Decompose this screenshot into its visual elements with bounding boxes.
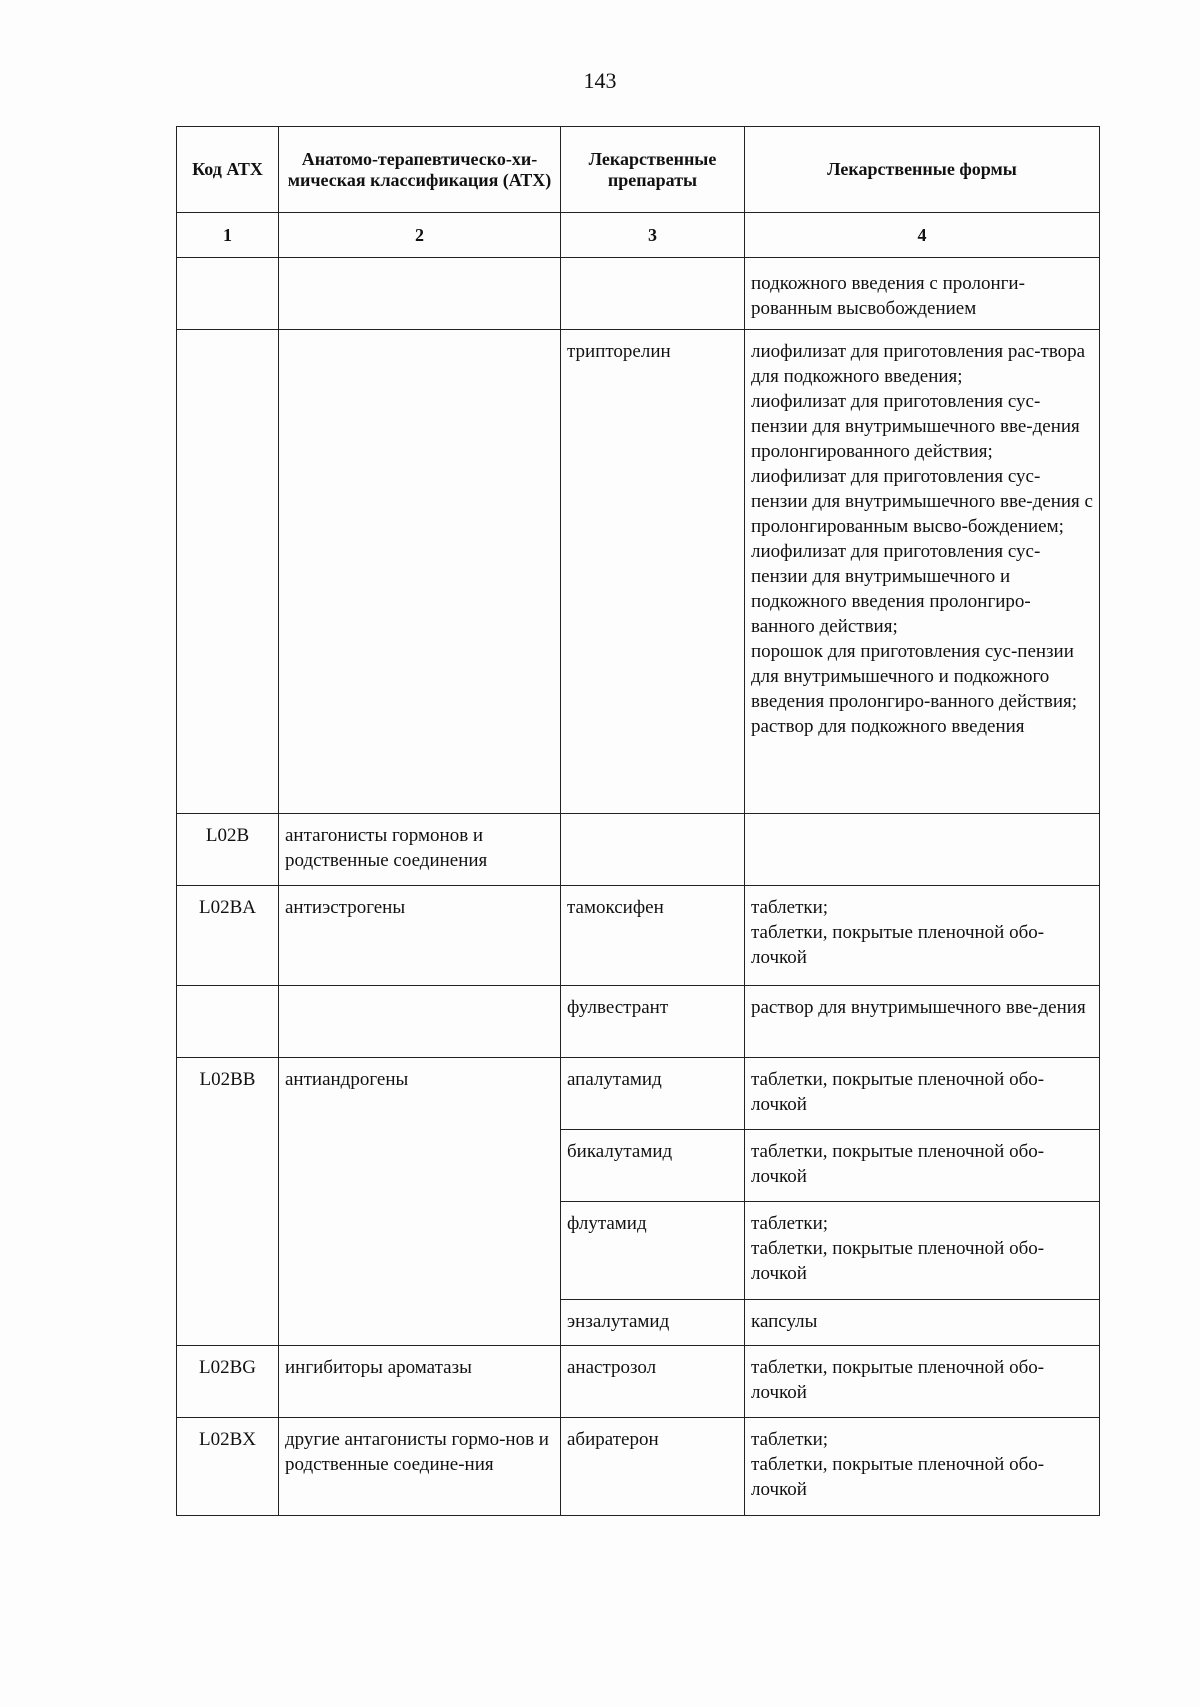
dosage-forms-cell <box>745 1346 1100 1418</box>
header-row <box>177 127 1100 213</box>
dosage-forms-cell <box>745 1300 1100 1346</box>
header-drugs: Лекарственные препараты <box>561 127 745 213</box>
dosage-forms-cell <box>745 1130 1100 1202</box>
dosage-form: лиофилизат для приготовления сус-пензии для внутримышечного и подкожного введения пролонгиро-ванного действия; <box>751 541 1041 637</box>
dosage-form: таблетки, покрытые пленочной обо-лочкой <box>751 1069 1045 1115</box>
dosage-forms-cell <box>745 1202 1100 1300</box>
column-number: 4 <box>745 213 1100 258</box>
drug-cell: бикалутамид <box>561 1130 745 1202</box>
dosage-form: подкожного введения с пролонги-рованным высвобождением <box>751 273 1025 319</box>
dosage-form: лиофилизат для приготовления рас-твора для подкожного введения; <box>751 341 1086 387</box>
dosage-form: лиофилизат для приготовления сус-пензии для внутримышечного вве-дения пролонгированного действия; <box>751 391 1080 462</box>
classification-cell <box>279 986 561 1058</box>
classification-cell <box>279 330 561 814</box>
table-row <box>177 986 1100 1058</box>
classification-cell <box>279 258 561 330</box>
drug-cell: тамоксифен <box>561 886 745 986</box>
dosage-forms-cell <box>745 1418 1100 1516</box>
table-row <box>177 814 1100 886</box>
dosage-form: таблетки; <box>751 897 829 918</box>
header-atc-classification: Анатомо-терапевтическо-хи-мическая классификация (АТХ) <box>279 127 561 213</box>
column-number: 1 <box>177 213 279 258</box>
classification-cell: антиэстрогены <box>279 886 561 986</box>
drug-cell: апалутамид <box>561 1058 745 1130</box>
drug-cell: фулвестрант <box>561 986 745 1058</box>
page-number: 143 <box>583 68 617 93</box>
atc-code-cell <box>177 986 279 1058</box>
classification-cell: антагонисты гормонов и родственные соединения <box>279 814 561 886</box>
dosage-form: капсулы <box>751 1311 818 1332</box>
dosage-form: таблетки, покрытые пленочной обо-лочкой <box>751 1357 1045 1403</box>
column-number-row <box>177 213 1100 258</box>
classification-cell: другие антагонисты гормо-нов и родственные соедине-ния <box>279 1418 561 1516</box>
dosage-forms-cell <box>745 886 1100 986</box>
dosage-forms-cell <box>745 258 1100 330</box>
dosage-form: лиофилизат для приготовления сус-пензии для внутримышечного вве-дения с пролонгированным высво-бождением; <box>751 466 1093 537</box>
atc-code-cell <box>177 258 279 330</box>
atc-code-cell: L02BX <box>177 1418 279 1516</box>
dosage-form: таблетки, покрытые пленочной обо-лочкой <box>751 1454 1045 1500</box>
atc-code-cell <box>177 330 279 814</box>
dosage-forms-cell <box>745 330 1100 814</box>
table-row <box>177 1346 1100 1418</box>
drug-cell: энзалутамид <box>561 1300 745 1346</box>
table-row <box>177 258 1100 330</box>
atc-drug-table <box>176 126 1100 1516</box>
drug-cell <box>561 814 745 886</box>
dosage-form: таблетки; <box>751 1213 829 1234</box>
dosage-form: порошок для приготовления сус-пензии для внутримышечного и подкожного введения пролонгиро-ванного действия; <box>751 641 1078 712</box>
atc-code-cell: L02B <box>177 814 279 886</box>
atc-code-cell: L02BA <box>177 886 279 986</box>
dosage-form: таблетки, покрытые пленочной обо-лочкой <box>751 922 1045 968</box>
dosage-form: таблетки, покрытые пленочной обо-лочкой <box>751 1238 1045 1284</box>
dosage-form: раствор для подкожного введения <box>751 716 1025 737</box>
drug-cell: анастрозол <box>561 1346 745 1418</box>
drug-cell: трипторелин <box>561 330 745 814</box>
classification-cell: антиандрогены <box>279 1058 561 1346</box>
table-row <box>177 330 1100 814</box>
drug-cell: абиратерон <box>561 1418 745 1516</box>
table-row <box>177 1418 1100 1516</box>
atc-code-cell: L02BG <box>177 1346 279 1418</box>
dosage-forms-cell <box>745 1058 1100 1130</box>
header-dosage-forms: Лекарственные формы <box>745 127 1100 213</box>
drug-cell: флутамид <box>561 1202 745 1300</box>
dosage-forms-cell <box>745 986 1100 1058</box>
dosage-form: раствор для внутримышечного вве-дения <box>751 997 1086 1018</box>
table-row <box>177 886 1100 986</box>
atc-code-cell: L02BB <box>177 1058 279 1346</box>
classification-cell: ингибиторы ароматазы <box>279 1346 561 1418</box>
column-number: 3 <box>561 213 745 258</box>
dosage-forms-cell <box>745 814 1100 886</box>
column-number: 2 <box>279 213 561 258</box>
table-row <box>177 1058 1100 1130</box>
dosage-form: таблетки; <box>751 1429 829 1450</box>
header-atc-code: Код АТХ <box>177 127 279 213</box>
dosage-form: таблетки, покрытые пленочной обо-лочкой <box>751 1141 1045 1187</box>
drug-cell <box>561 258 745 330</box>
